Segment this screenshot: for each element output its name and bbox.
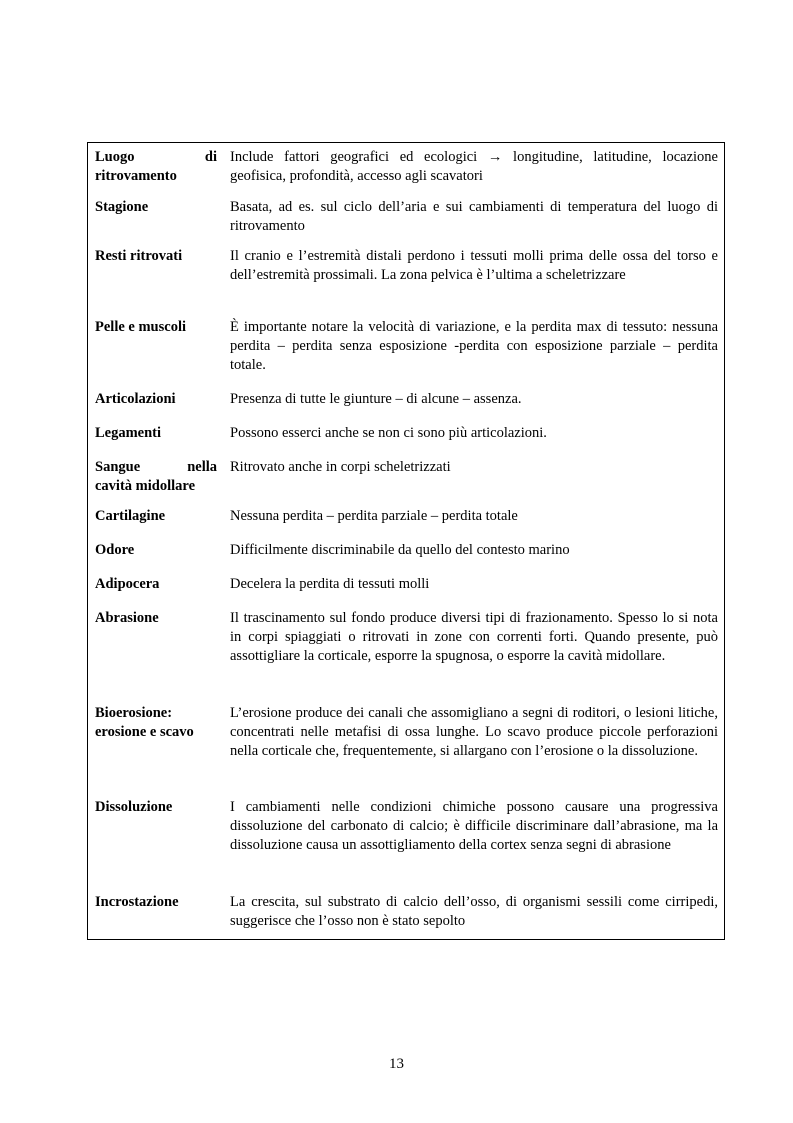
term-line: Bioerosione: (95, 705, 173, 721)
term-line: cavità midollare (95, 478, 196, 494)
term-word: Luogo (95, 149, 135, 165)
row-term: Resti ritrovati (95, 248, 183, 264)
row-term: Incrostazione (95, 894, 179, 910)
row-description: Basata, ad es. sul ciclo dell’aria e sui cambiamenti di temperatura del luogo di ritrovamento (230, 199, 718, 234)
row-description: È importante notare la velocità di variazione, e la perdita max di tessuto: nessuna perdita – perdita senza esposizione -perdita con esposizione parziale – perdita totale. (230, 319, 718, 373)
term-word: di (204, 149, 217, 165)
row-description: Il trascinamento sul fondo produce diversi tipi di frazionamento. Spesso lo si nota in corpi spiaggiati o ritrovati in zone con correnti forti. Quando presente, può assottigliare la corticale, esporre la spugnosa, o esporre la cavità midollare. (230, 610, 718, 664)
row-term: Cartilagine (95, 508, 166, 524)
row-term: Dissoluzione (95, 799, 173, 815)
row-description: Difficilmente discriminabile da quello del contesto marino (230, 542, 570, 558)
row-description: Presenza di tutte le giunture – di alcune – assenza. (230, 391, 522, 407)
row-term (95, 148, 217, 186)
row-term: Abrasione (95, 610, 159, 626)
row-description: I cambiamenti nelle condizioni chimiche possono causare una progressiva dissoluzione del carbonato di calcio; è difficile discriminare dall’abrasione, ma la dissoluzione causa un assottigliamento della cortex senza segni di abrasione (230, 799, 718, 853)
row-description: Ritrovato anche in corpi scheletrizzati (230, 459, 451, 475)
row-description: Include fattori geografici ed ecologici → longitudine, latitudine, locazione geofisica, profondità, accesso agli scavatori (230, 149, 718, 184)
row-description: Possono esserci anche se non ci sono più articolazioni. (230, 425, 547, 441)
page-number: 13 (389, 1056, 404, 1072)
term-line: Sangue nella (95, 459, 217, 475)
row-term: Stagione (95, 199, 149, 215)
row-description: L’erosione produce dei canali che assomigliano a segni di roditori, o lesioni litiche, concentrati nelle metafisi di ossa lunghe. Lo scavo produce piccole perforazioni nella corticale che, frequentemente, si allargano con l’erosione o la dissoluzione. (230, 705, 718, 759)
term-line: erosione e scavo (95, 724, 194, 740)
row-term: Pelle e muscoli (95, 319, 187, 335)
row-term (95, 704, 217, 742)
row-term: Odore (95, 542, 135, 558)
row-description: Il cranio e l’estremità distali perdono i tessuti molli prima delle ossa del torso e dell’estremità prossimali. La zona pelvica è l’ultima a scheletrizzare (230, 248, 718, 283)
definitions-table (87, 142, 725, 940)
row-description: Nessuna perdita – perdita parziale – perdita totale (230, 508, 518, 524)
term-line: ritrovamento (95, 168, 177, 184)
row-term: Adipocera (95, 576, 160, 592)
row-description: Decelera la perdita di tessuti molli (230, 576, 430, 592)
row-term: Legamenti (95, 425, 162, 441)
row-term (95, 458, 217, 496)
row-description: La crescita, sul substrato di calcio dell’osso, di organismi sessili come cirripedi, suggerisce che l’osso non è stato sepolto (230, 894, 718, 929)
row-term: Articolazioni (95, 391, 176, 407)
